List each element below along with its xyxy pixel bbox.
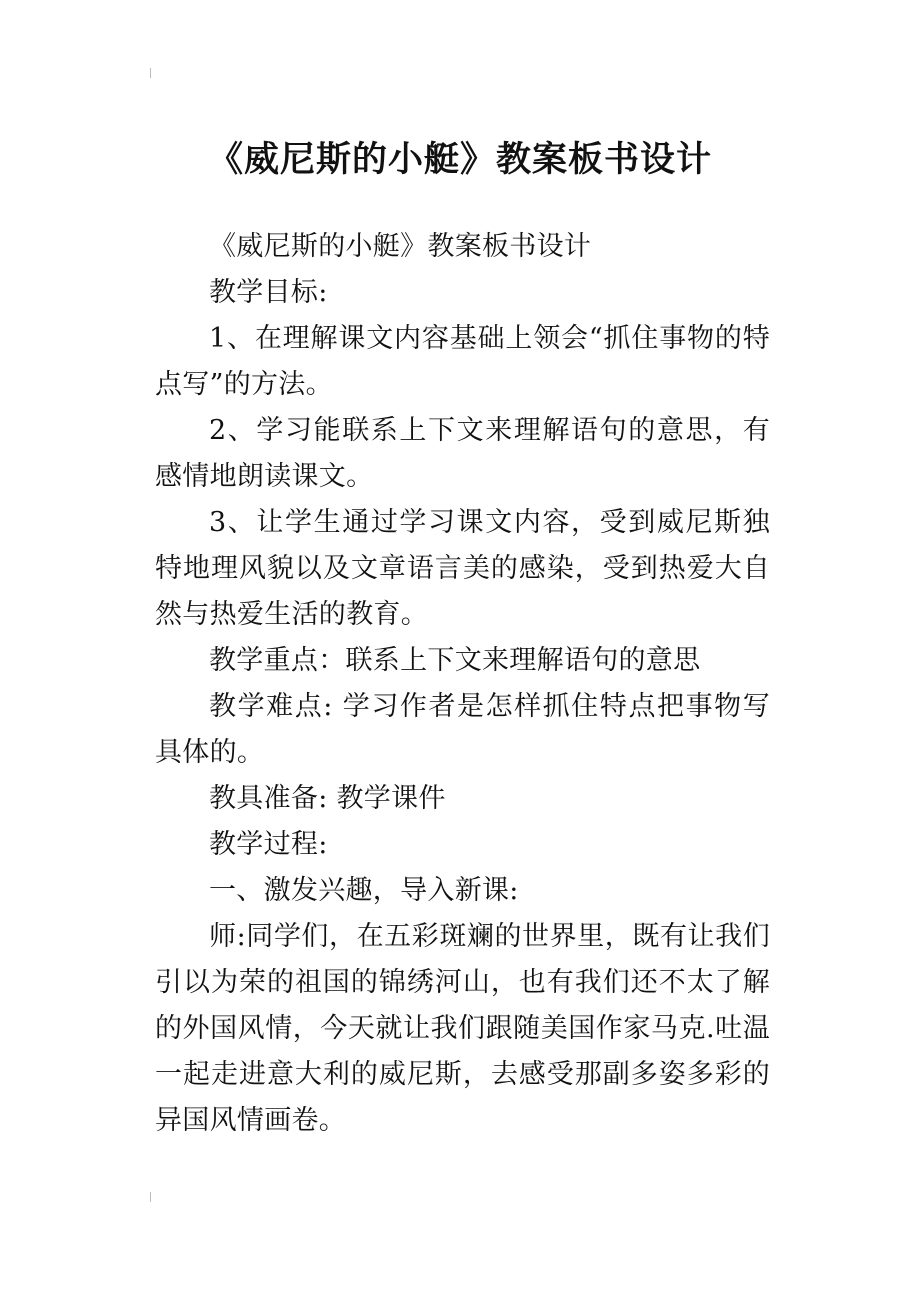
paragraph-subtitle: 《威尼斯的小艇》教案板书设计	[209, 231, 592, 262]
paragraph-materials: 教具准备: 教学课件	[209, 783, 446, 814]
paragraph-objective-2: 2、学习能联系上下文来理解语句的意思，有感情地朗读课文。	[155, 415, 770, 492]
corner-mark	[150, 68, 157, 78]
document-body	[155, 224, 770, 1144]
paragraph-teacher-intro: 师:同学们，在五彩斑斓的世界里，既有让我们引以为荣的祖国的锦绣河山，也有我们还不太了解的外国风情，今天就让我们跟随美国作家马克.吐温一起走进意大利的威尼斯，去感受那副多姿多彩的异国风情画卷。	[155, 921, 770, 1136]
paragraph-key-point: 教学重点：联系上下文来理解语句的意思	[209, 645, 701, 676]
paragraph-difficulty: 教学难点: 学习作者是怎样抓住特点把事物写具体的。	[155, 691, 770, 768]
paragraph-section-1-heading: 一、激发兴趣，导入新课:	[209, 875, 519, 906]
corner-mark	[150, 1192, 157, 1202]
paragraph-objective-3: 3、让学生通过学习课文内容，受到威尼斯独特地理风貌以及文章语言美的感染，受到热爱大自然与热爱生活的教育。	[155, 507, 770, 630]
paragraph-process-heading: 教学过程:	[209, 829, 328, 860]
document-title: 《威尼斯的小艇》教案板书设计	[207, 140, 712, 181]
paragraph-objectives-heading: 教学目标:	[209, 277, 328, 308]
paragraph-objective-1: 1、在理解课文内容基础上领会“抓住事物的特点写”的方法。	[155, 323, 770, 400]
